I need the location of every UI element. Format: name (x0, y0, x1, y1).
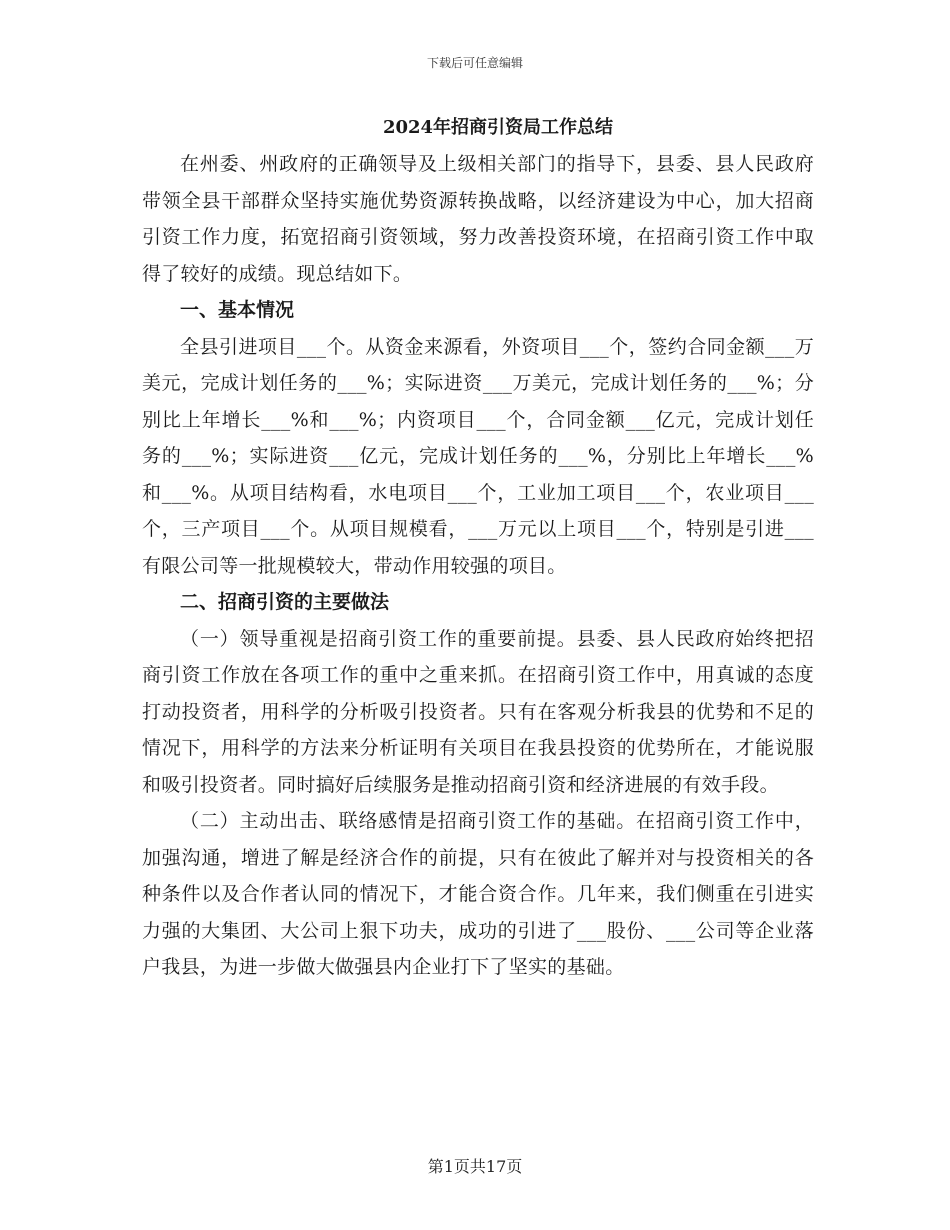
practice-paragraph-2: （二）主动出击、联络感情是招商引资工作的基础。在招商引资工作中，加强沟通，增进了解是经济合作的前提，只有在彼此了解并对与投资相关的各种条件以及合作者认同的情况下，才能合资合作。几年来，我们侧重在引进实力强的大集团、大公司上狠下功夫，成功的引进了___股份、___公司等企业落户我县，为进一步做大做强县内企业打下了坚实的基础。 (142, 810, 814, 978)
page-footer: 第1页共17页 (427, 1157, 523, 1176)
document-body (142, 110, 814, 986)
header-note: 下载后可任意编辑 (426, 56, 523, 70)
practice-paragraph-1: （一）领导重视是招商引资工作的重要前提。县委、县人民政府始终把招商引资工作放在各项工作的重中之重来抓。在招商引资工作中，用真诚的态度打动投资者，用科学的分析吸引投资者。只有在客观分析我县的优势和不足的情况下，用科学的方法来分析证明有关项目在我县投资的优势所在，才能说服和吸引投资者。同时搞好后续服务是推动招商引资和经济进展的有效手段。 (142, 627, 814, 796)
document-title: 2024年招商引资局工作总结 (382, 117, 614, 138)
section-heading-basic-situation: 一、基本情况 (180, 299, 295, 321)
intro-paragraph: 在州委、州政府的正确领导及上级相关部门的指导下，县委、县人民政府带领全县干部群众坚持实施优势资源转换战略，以经济建设为中心，加大招商引资工作力度，拓宽招商引资领域，努力改善投资环境，在招商引资工作中取得了较好的成绩。现总结如下。 (142, 153, 814, 285)
section-heading-main-practices: 二、招商引资的主要做法 (180, 591, 390, 613)
basic-situation-paragraph: 全县引进项目___个。从资金来源看，外资项目___个，签约合同金额___万美元，完成计划任务的___%；实际进资___万美元，完成计划任务的___%；分别比上年增长___%和___%；内资项目___个，合同金额___亿元，完成计划任务的___%；实际进资___亿元，完成计划任务的___%，分别比上年增长___%和___%。从项目结构看，水电项目___个，工业加工项目___个，农业项目___个，三产项目___个。从项目规模看，___万元以上项目___个，特别是引进___有限公司等一批规模较大，带动作用较强的项目。 (142, 335, 814, 577)
